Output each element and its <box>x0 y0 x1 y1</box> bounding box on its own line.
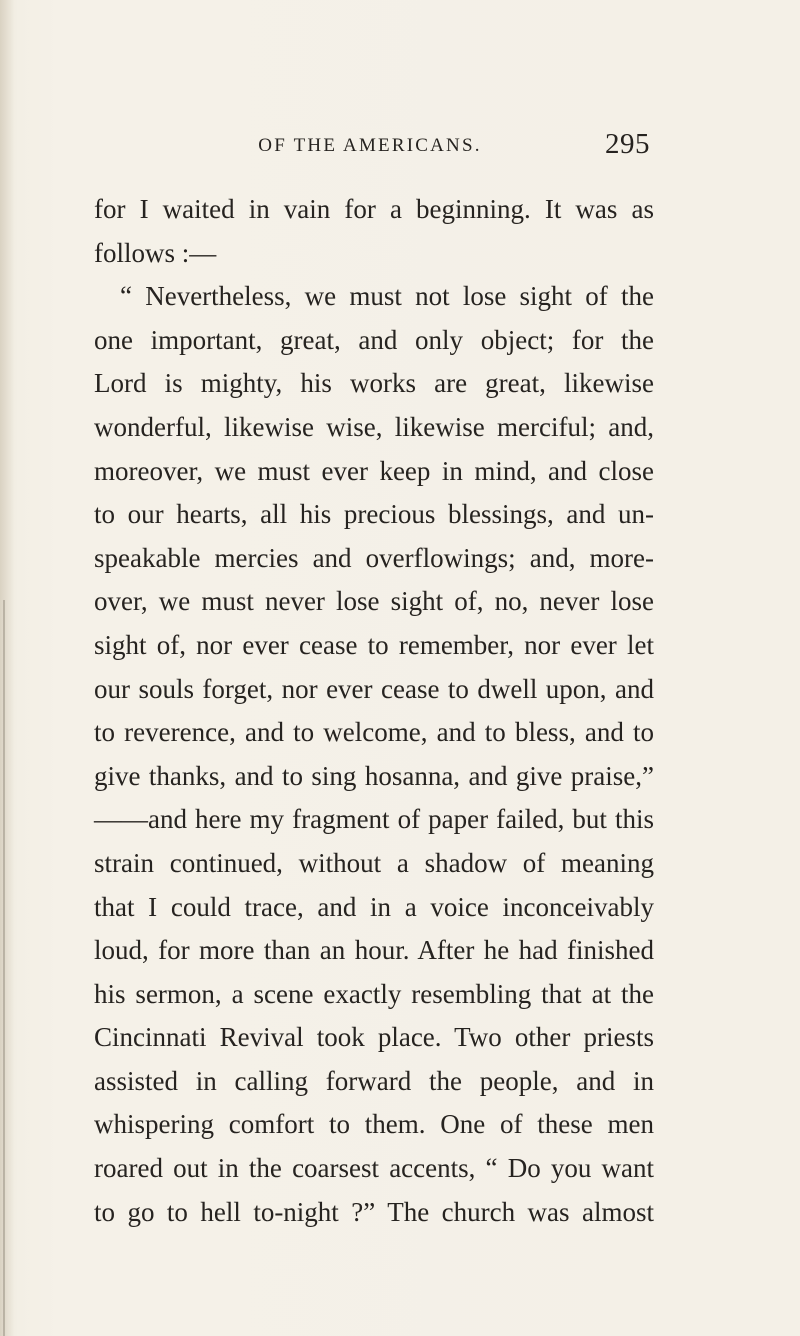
text-line: one important, great, and only object; for the <box>94 324 654 355</box>
text-line: “ Nevertheless, we must not lose sight of the <box>120 281 654 312</box>
text-line: follows :— <box>94 237 217 268</box>
text-line: ——and here my fragment of paper failed, but this <box>94 804 654 835</box>
text-line: to our hearts, all his precious blessings, and un- <box>94 499 654 530</box>
text-line: give thanks, and to sing hosanna, and give praise,” <box>94 760 654 791</box>
page-header <box>130 128 650 168</box>
text-line: to reverence, and to welcome, and to bless, and to <box>94 717 654 748</box>
text-line: Lord is mighty, his works are great, likewise <box>94 368 654 399</box>
page-gutter-shadow <box>0 0 14 1336</box>
running-head: OF THE AMERICANS. <box>258 135 482 156</box>
text-line: his sermon, a scene exactly resembling that at the <box>94 978 654 1009</box>
page-number: 295 <box>605 128 650 160</box>
text-line: over, we must never lose sight of, no, never lose <box>94 586 654 617</box>
binding-edge-line <box>3 600 5 1336</box>
text-line: our souls forget, nor ever cease to dwell upon, and <box>94 673 654 704</box>
text-line: to go to hell to-night ?” The church was almost <box>94 1196 654 1227</box>
text-line: strain continued, without a shadow of meaning <box>94 847 654 878</box>
text-line: assisted in calling forward the people, and in <box>94 1065 654 1096</box>
text-line: Cincinnati Revival took place. Two other priests <box>94 1022 654 1053</box>
text-line: that I could trace, and in a voice inconceivably <box>94 891 654 922</box>
text-line: whispering comfort to them. One of these men <box>94 1109 654 1140</box>
body-text <box>94 188 654 1234</box>
text-line: speakable mercies and overflowings; and, more- <box>94 542 654 573</box>
text-line: roared out in the coarsest accents, “ Do you want <box>94 1153 654 1184</box>
text-line: wonderful, likewise wise, likewise merciful; and, <box>94 411 654 442</box>
text-line: loud, for more than an hour. After he had finished <box>94 935 654 966</box>
text-line: for I waited in vain for a beginning. It was as <box>94 194 654 224</box>
text-line: moreover, we must ever keep in mind, and close <box>94 455 654 486</box>
text-line: sight of, nor ever cease to remember, nor ever let <box>94 629 654 660</box>
